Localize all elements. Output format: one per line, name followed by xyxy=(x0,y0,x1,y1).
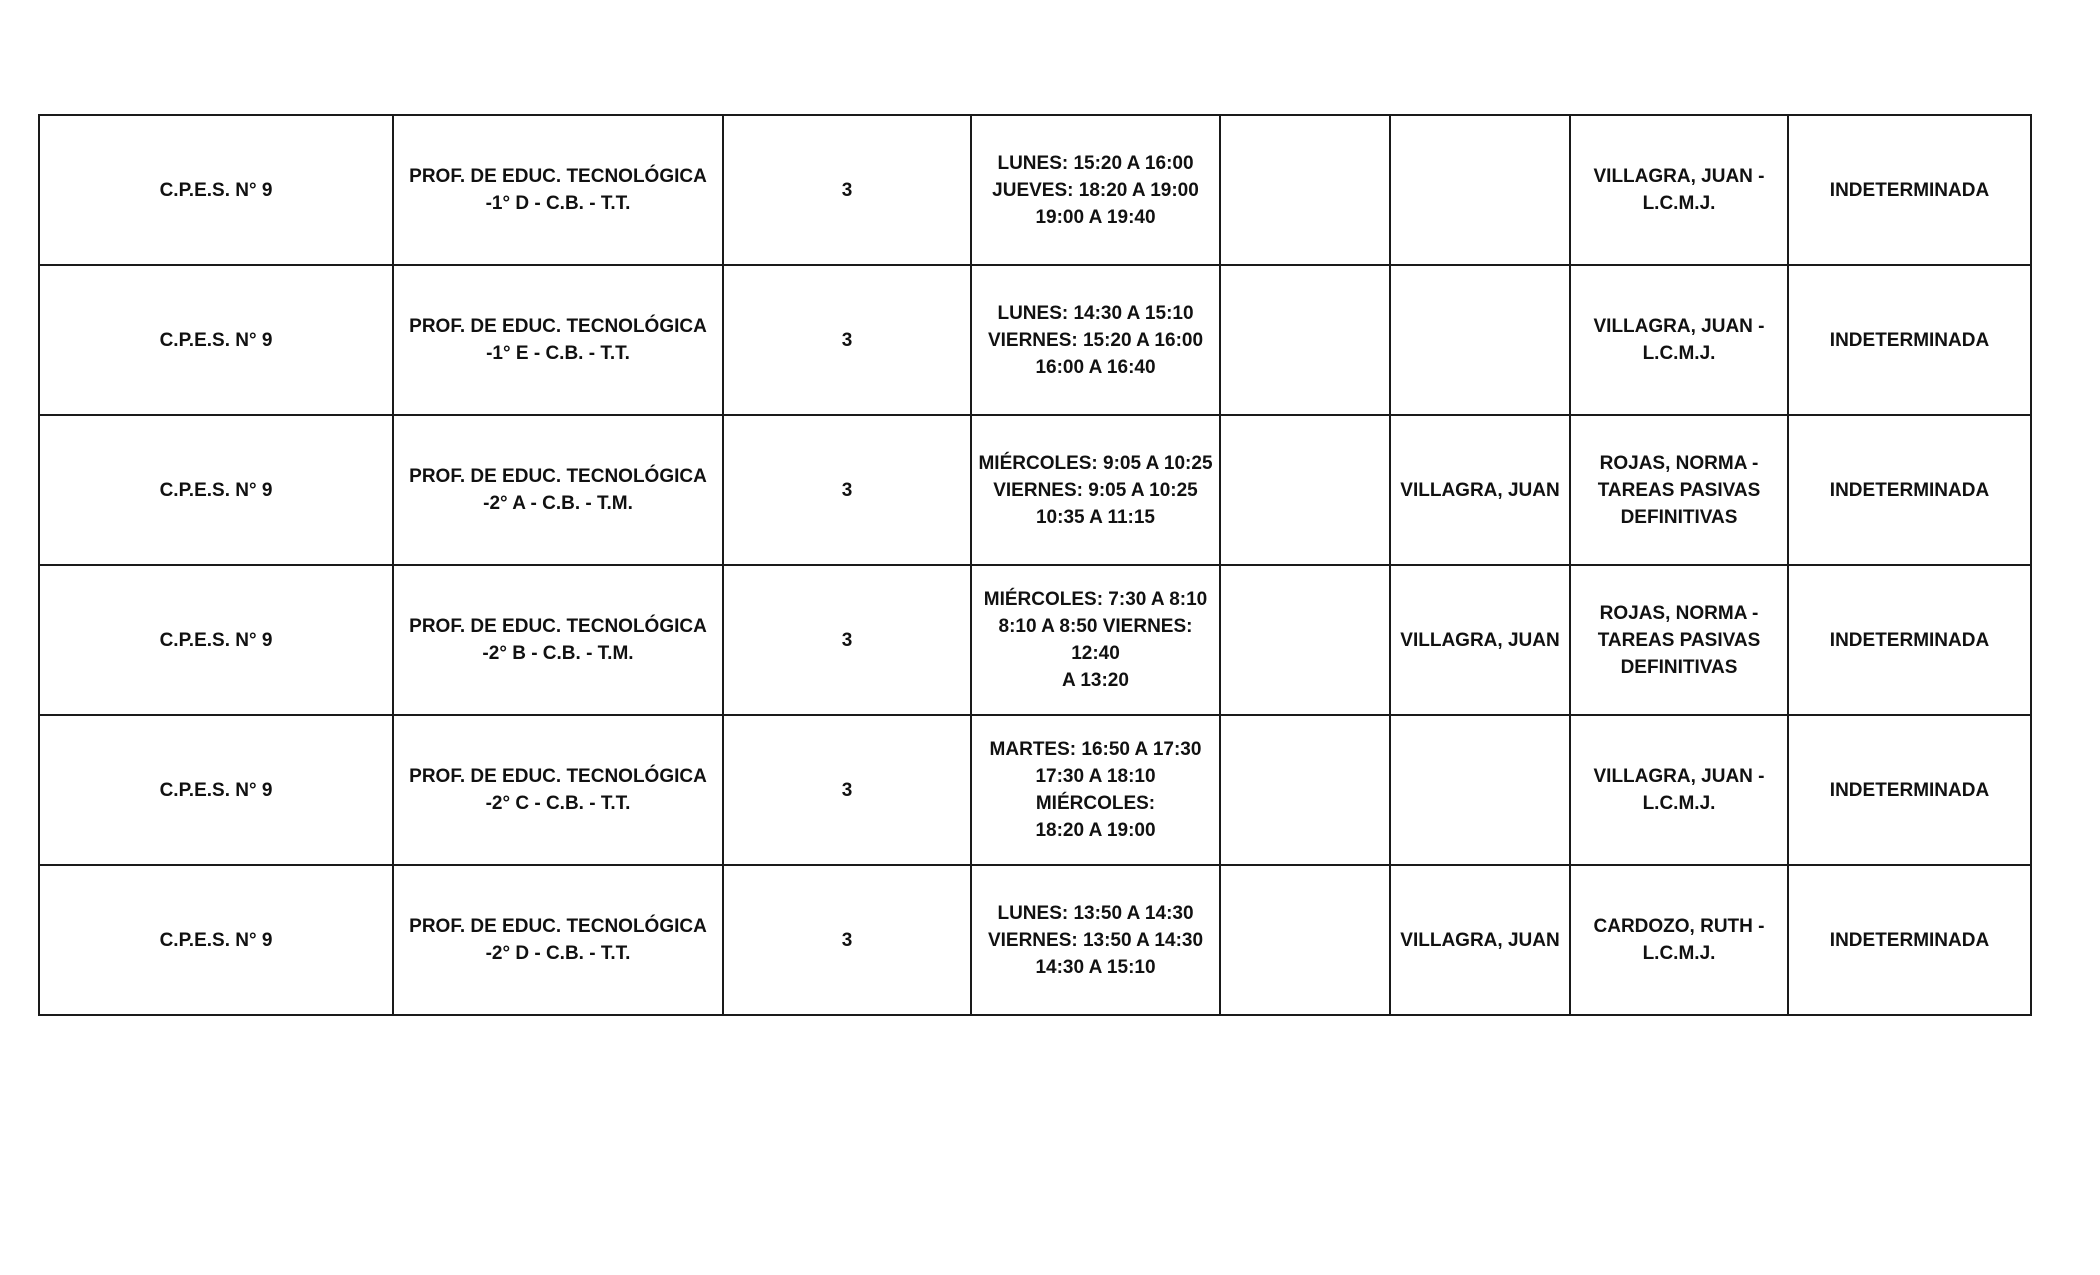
type-cell: INDETERMINADA xyxy=(1788,265,2031,415)
holder-cell: CARDOZO, RUTH - L.C.M.J. xyxy=(1570,865,1788,1015)
hours-cell: 3 xyxy=(723,715,971,865)
replacement-cell: VILLAGRA, JUAN xyxy=(1390,415,1570,565)
type-cell: INDETERMINADA xyxy=(1788,715,2031,865)
institution-cell: C.P.E.S. N° 9 xyxy=(39,115,393,265)
hours-cell: 3 xyxy=(723,115,971,265)
schedule-cell: LUNES: 14:30 A 15:10 VIERNES: 15:20 A 16:00 16:00 A 16:40 xyxy=(971,265,1220,415)
schedule-cell: MARTES: 16:50 A 17:30 17:30 A 18:10 MIÉRCOLES: 18:20 A 19:00 xyxy=(971,715,1220,865)
empty-cell xyxy=(1220,115,1390,265)
replacement-cell xyxy=(1390,265,1570,415)
replacement-cell: VILLAGRA, JUAN xyxy=(1390,565,1570,715)
institution-cell: C.P.E.S. N° 9 xyxy=(39,715,393,865)
schedule-cell: LUNES: 15:20 A 16:00 JUEVES: 18:20 A 19:00 19:00 A 19:40 xyxy=(971,115,1220,265)
replacement-cell xyxy=(1390,715,1570,865)
type-cell: INDETERMINADA xyxy=(1788,415,2031,565)
empty-cell xyxy=(1220,415,1390,565)
schedule-cell: LUNES: 13:50 A 14:30 VIERNES: 13:50 A 14:30 14:30 A 15:10 xyxy=(971,865,1220,1015)
position-cell: PROF. DE EDUC. TECNOLÓGICA -2° A - C.B. - T.M. xyxy=(393,415,723,565)
vacancy-table xyxy=(38,114,2032,1016)
table-row xyxy=(39,715,2031,865)
position-cell: PROF. DE EDUC. TECNOLÓGICA -2° D - C.B. - T.T. xyxy=(393,865,723,1015)
institution-cell: C.P.E.S. N° 9 xyxy=(39,415,393,565)
table-row xyxy=(39,115,2031,265)
hours-cell: 3 xyxy=(723,565,971,715)
schedule-cell: MIÉRCOLES: 9:05 A 10:25 VIERNES: 9:05 A 10:25 10:35 A 11:15 xyxy=(971,415,1220,565)
empty-cell xyxy=(1220,265,1390,415)
type-cell: INDETERMINADA xyxy=(1788,865,2031,1015)
institution-cell: C.P.E.S. N° 9 xyxy=(39,565,393,715)
position-cell: PROF. DE EDUC. TECNOLÓGICA -2° C - C.B. - T.T. xyxy=(393,715,723,865)
table-row xyxy=(39,265,2031,415)
empty-cell xyxy=(1220,865,1390,1015)
type-cell: INDETERMINADA xyxy=(1788,565,2031,715)
hours-cell: 3 xyxy=(723,265,971,415)
position-cell: PROF. DE EDUC. TECNOLÓGICA -1° D - C.B. - T.T. xyxy=(393,115,723,265)
schedule-cell: MIÉRCOLES: 7:30 A 8:10 8:10 A 8:50 VIERNES: 12:40 A 13:20 xyxy=(971,565,1220,715)
position-cell: PROF. DE EDUC. TECNOLÓGICA -1° E - C.B. - T.T. xyxy=(393,265,723,415)
institution-cell: C.P.E.S. N° 9 xyxy=(39,265,393,415)
empty-cell xyxy=(1220,565,1390,715)
table-row xyxy=(39,865,2031,1015)
holder-cell: ROJAS, NORMA - TAREAS PASIVAS DEFINITIVAS xyxy=(1570,565,1788,715)
empty-cell xyxy=(1220,715,1390,865)
holder-cell: ROJAS, NORMA - TAREAS PASIVAS DEFINITIVAS xyxy=(1570,415,1788,565)
holder-cell: VILLAGRA, JUAN - L.C.M.J. xyxy=(1570,265,1788,415)
holder-cell: VILLAGRA, JUAN - L.C.M.J. xyxy=(1570,715,1788,865)
table-body xyxy=(39,115,2031,1015)
institution-cell: C.P.E.S. N° 9 xyxy=(39,865,393,1015)
hours-cell: 3 xyxy=(723,865,971,1015)
holder-cell: VILLAGRA, JUAN - L.C.M.J. xyxy=(1570,115,1788,265)
table-row xyxy=(39,565,2031,715)
replacement-cell xyxy=(1390,115,1570,265)
table-row xyxy=(39,415,2031,565)
hours-cell: 3 xyxy=(723,415,971,565)
replacement-cell: VILLAGRA, JUAN xyxy=(1390,865,1570,1015)
type-cell: INDETERMINADA xyxy=(1788,115,2031,265)
position-cell: PROF. DE EDUC. TECNOLÓGICA -2° B - C.B. - T.M. xyxy=(393,565,723,715)
